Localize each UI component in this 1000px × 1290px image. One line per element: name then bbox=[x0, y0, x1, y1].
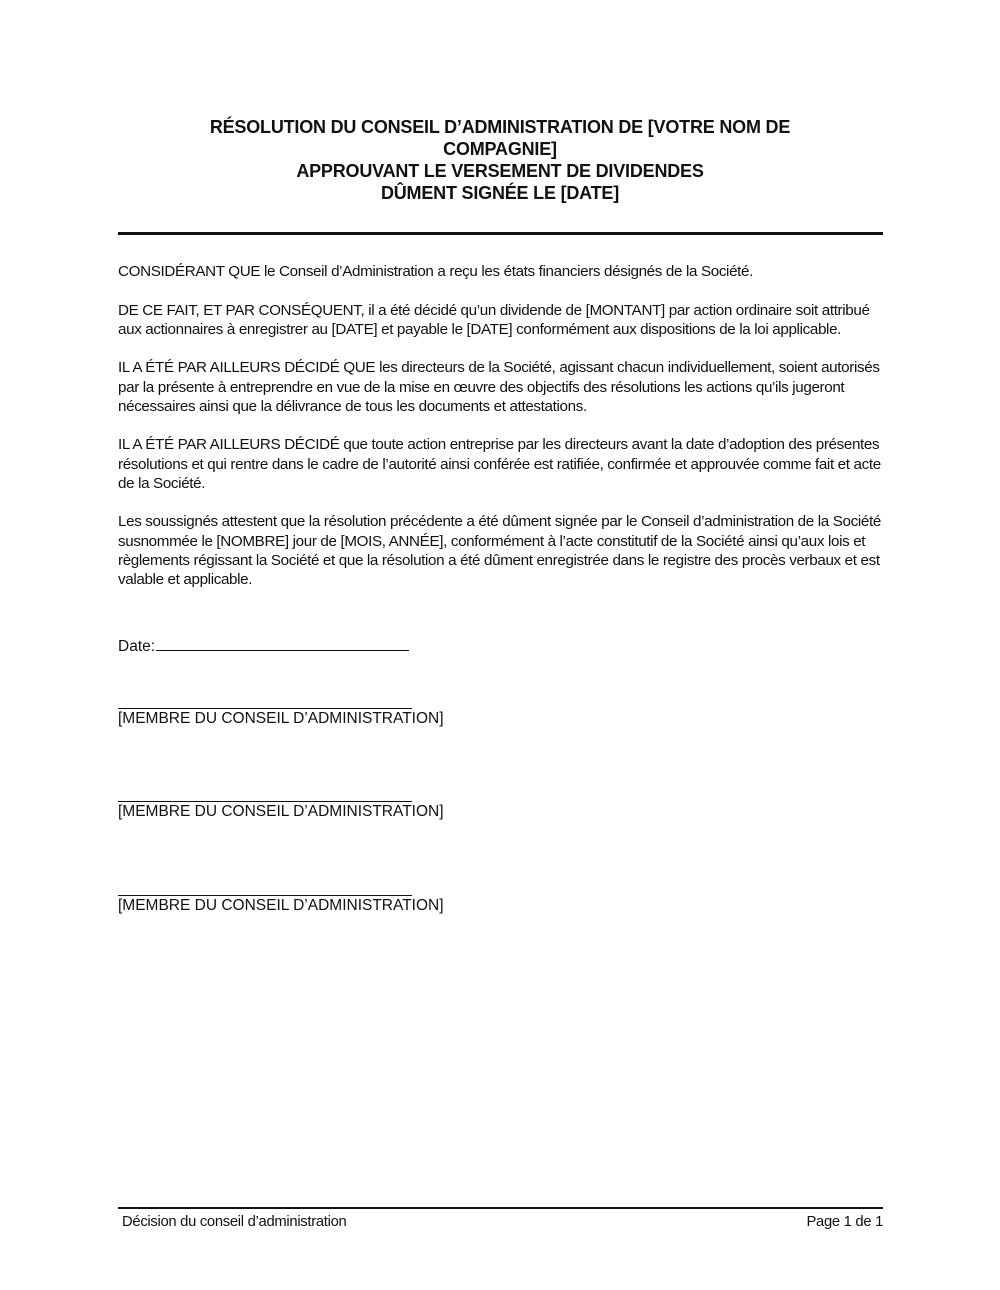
paragraph-ratification: IL A ÉTÉ PAR AILLEURS DÉCIDÉ que toute action entreprise par les directeurs avant la date d’adoption des présentes résolutions et qui rentre dans le cadre de l’autorité ainsi conférée est ratifiée, confirmée et approuvée comme fait et acte de la Société. bbox=[118, 436, 881, 492]
title-divider bbox=[118, 232, 883, 235]
signature-label: [MEMBRE DU CONSEIL D’ADMINISTRATION] bbox=[118, 897, 444, 914]
footer-divider bbox=[118, 1207, 883, 1209]
page-footer bbox=[122, 1213, 883, 1232]
paragraph-considerant: CONSIDÉRANT QUE le Conseil d’Administration a reçu les états financiers désignés de la Société. bbox=[118, 263, 754, 280]
footer-page-number: Page 1 de 1 bbox=[806, 1214, 883, 1230]
title-line: DÛMENT SIGNÉE LE [DATE] bbox=[380, 183, 620, 203]
signature-block bbox=[118, 801, 444, 821]
title-line: APPROUVANT LE VERSEMENT DE DIVIDENDES bbox=[296, 161, 704, 181]
paragraph-dividende: DE CE FAIT, ET PAR CONSÉQUENT, il a été décidé qu’un dividende de [MONTANT] par action ordinaire soit attribué aux actionnaires à enregistrer au [DATE] et payable le [DATE] conformément aux dispositions de la loi applicable. bbox=[118, 301, 870, 338]
signature-block bbox=[118, 895, 444, 915]
date-blank-line[interactable] bbox=[156, 636, 409, 651]
title-line: COMPAGNIE] bbox=[443, 139, 557, 159]
signature-block bbox=[118, 708, 444, 728]
signature-label: [MEMBRE DU CONSEIL D’ADMINISTRATION] bbox=[118, 803, 444, 820]
paragraph-attestation: Les soussignés attestent que la résolution précédente a été dûment signée par le Conseil d’administration de la Société susnommée le [NOMBRE] jour de [MOIS, ANNÉE], conformément à l’acte constitutif de la Société ainsi qu’aux lois et règlements régissant la Société et que la résolution a été dûment enregistrée dans le registre des procès verbaux et est valable et applicable. bbox=[118, 513, 881, 588]
date-field bbox=[118, 636, 409, 656]
date-label: Date: bbox=[118, 638, 156, 655]
signature-label: [MEMBRE DU CONSEIL D’ADMINISTRATION] bbox=[118, 710, 444, 727]
paragraph-autorisation: IL A ÉTÉ PAR AILLEURS DÉCIDÉ QUE les directeurs de la Société, agissant chacun individuellement, soient autorisés par la présente à entreprendre en vue de la mise en œuvre des objectifs des résolutions les actions qu’ils jugeront nécessaires ainsi que la délivrance de tous les documents et attestations. bbox=[118, 359, 880, 415]
footer-document-name: Décision du conseil d’administration bbox=[122, 1214, 347, 1230]
title-line: RÉSOLUTION DU CONSEIL D’ADMINISTRATION DE [VOTRE NOM DE bbox=[209, 117, 791, 137]
document-body bbox=[118, 262, 888, 609]
document-title bbox=[118, 116, 882, 204]
